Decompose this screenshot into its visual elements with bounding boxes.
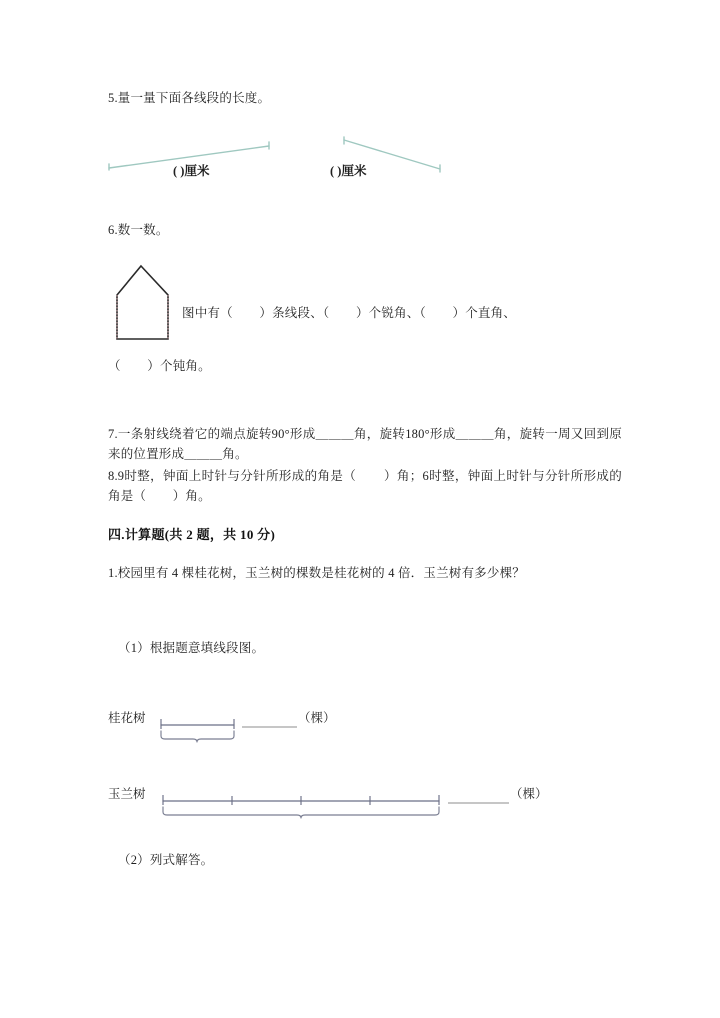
section-four-question-1-text: 1.校园里有 4 棵桂花树，玉兰树的棵数是桂花树的 4 倍．玉兰树有多少棵？ <box>108 566 525 580</box>
diagram-row-2-unit: （棵） <box>510 787 548 801</box>
diagram-row-1-unit: （棵） <box>298 711 336 725</box>
question-5-prompt: 5.量一量下面各线段的长度。 <box>108 91 271 105</box>
question-5-segment-left-label: ( )厘米 <box>173 164 210 178</box>
question-8-text: 8.9时整，钟面上时针与分针所形成的角是（ ）角；6时整，钟面上时针与分针所形成的角是（ ）角。 <box>108 469 622 503</box>
question-6-line-1: 图中有（ ）条线段、（ ）个锐角、（ ）个直角、 <box>182 306 517 320</box>
section-four-question-1-sub-1: （1）根据题意填线段图。 <box>118 641 265 655</box>
question-7-text: 7.一条射线绕着它的端点旋转90°形成＿＿＿角，旋转180°形成＿＿＿角，旋转一周又回到原来的位置形成＿＿＿角。 <box>108 427 622 461</box>
question-6-line-2: （ ）个钝角。 <box>108 359 211 373</box>
diagram-row-2-bar <box>157 782 517 820</box>
diagram-row-2-label: 玉兰树 <box>108 787 146 801</box>
question-5-segment-right-label: ( )厘米 <box>330 164 367 178</box>
question-6-pentagon-figure <box>112 262 178 344</box>
question-6-prompt: 6.数一数。 <box>108 223 169 237</box>
diagram-row-1-label: 桂花树 <box>108 711 146 725</box>
section-four-heading: 四.计算题(共 2 题，共 10 分) <box>108 527 276 542</box>
diagram-row-1-bar <box>157 706 307 744</box>
section-four-question-1-sub-2: （2）列式解答。 <box>118 853 214 867</box>
